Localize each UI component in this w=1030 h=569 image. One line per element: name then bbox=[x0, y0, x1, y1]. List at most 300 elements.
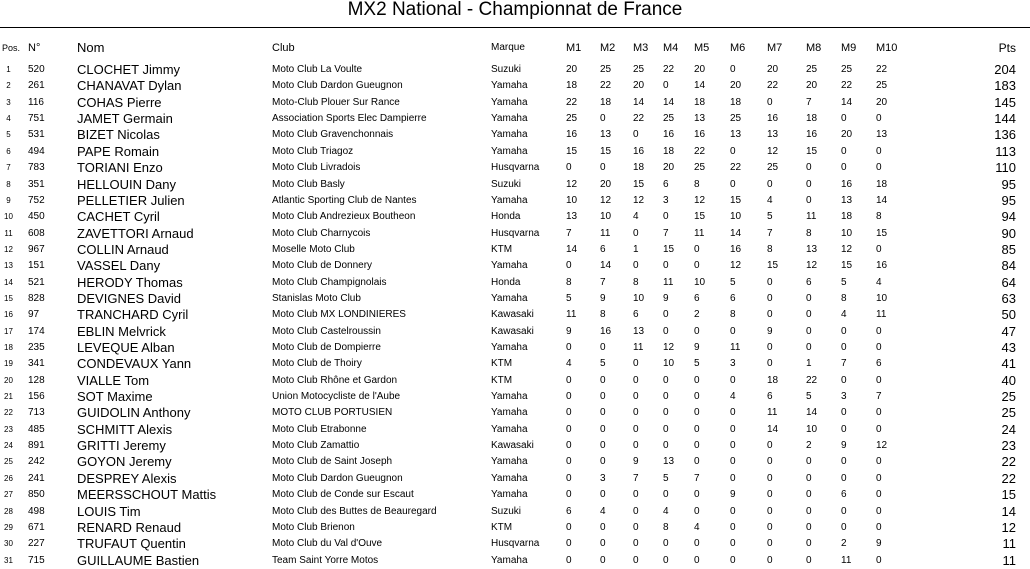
cell-m2: 14 bbox=[600, 260, 612, 272]
cell-points: 14 bbox=[1001, 503, 1016, 519]
cell-m5: 0 bbox=[694, 374, 700, 386]
cell-number: 485 bbox=[28, 423, 45, 435]
cell-pos: 1 bbox=[6, 65, 11, 74]
cell-marque: KTM bbox=[491, 243, 513, 255]
cell-m9: 0 bbox=[841, 407, 847, 419]
cell-m6: 6 bbox=[730, 292, 736, 304]
cell-m5: 16 bbox=[694, 129, 706, 141]
cell-name: TORIANI Enzo bbox=[77, 160, 163, 176]
cell-club: Moto Club La Voulte bbox=[272, 64, 363, 75]
cell-number: 608 bbox=[28, 227, 45, 239]
cell-name: RENARD Renaud bbox=[77, 519, 182, 535]
cell-m9: 0 bbox=[841, 162, 847, 174]
cell-club: Moto Club de Donnery bbox=[272, 260, 373, 272]
cell-m9: 18 bbox=[841, 211, 853, 223]
cell-m10: 10 bbox=[876, 292, 888, 304]
cell-name: GUIDOLIN Anthony bbox=[77, 405, 191, 421]
cell-marque: Yamaha bbox=[491, 456, 528, 468]
cell-name: PAPE Romain bbox=[77, 143, 160, 159]
cell-m9: 12 bbox=[841, 243, 853, 255]
cell-m10: 0 bbox=[876, 162, 882, 174]
cell-m7: 0 bbox=[767, 309, 773, 321]
table-row bbox=[0, 209, 1030, 225]
cell-points: 41 bbox=[1001, 356, 1016, 372]
table-row bbox=[0, 95, 1030, 111]
cell-m9: 0 bbox=[841, 521, 847, 533]
cell-m9: 9 bbox=[841, 440, 847, 452]
cell-club: Moto Club Champignolais bbox=[272, 276, 387, 288]
table-row bbox=[0, 405, 1030, 421]
cell-m4: 11 bbox=[663, 276, 674, 288]
cell-club: Stanislas Moto Club bbox=[272, 292, 361, 304]
cell-m5: 12 bbox=[694, 194, 706, 206]
cell-marque: KTM bbox=[491, 374, 513, 386]
cell-m8: 6 bbox=[806, 276, 812, 288]
cell-pos: 15 bbox=[4, 293, 13, 303]
cell-m7: 12 bbox=[767, 145, 779, 157]
cell-m9: 0 bbox=[841, 423, 847, 435]
cell-m6: 4 bbox=[730, 391, 736, 402]
cell-m1: 0 bbox=[566, 260, 572, 272]
cell-m6: 0 bbox=[730, 407, 736, 419]
cell-m7: 0 bbox=[767, 96, 773, 108]
cell-m8: 1 bbox=[806, 358, 812, 370]
cell-m1: 0 bbox=[566, 538, 572, 550]
cell-name: CONDEVAUX Yann bbox=[77, 356, 192, 372]
cell-m8: 13 bbox=[806, 243, 818, 255]
cell-pos: 14 bbox=[4, 277, 13, 287]
cell-m9: 0 bbox=[841, 505, 847, 517]
cell-name: GUILLAUME Bastien bbox=[77, 552, 200, 568]
cell-pos: 9 bbox=[6, 195, 11, 205]
cell-m7: 0 bbox=[767, 554, 773, 566]
cell-name: HERODY Thomas bbox=[77, 274, 183, 290]
cell-m10: 0 bbox=[876, 423, 882, 435]
cell-m4: 10 bbox=[663, 358, 675, 370]
cell-m7: 0 bbox=[767, 456, 773, 468]
cell-m1: 25 bbox=[566, 113, 578, 125]
cell-club: Moto Club Zamattio bbox=[272, 440, 360, 452]
cell-club: Moselle Moto Club bbox=[272, 243, 355, 255]
cell-m1: 11 bbox=[566, 309, 577, 321]
cell-m6: 16 bbox=[730, 243, 742, 255]
header-marque: Marque bbox=[491, 42, 525, 53]
cell-m2: 3 bbox=[600, 472, 606, 484]
cell-points: 43 bbox=[1001, 340, 1016, 355]
cell-number: 671 bbox=[28, 521, 45, 533]
cell-m7: 22 bbox=[767, 80, 779, 92]
title-divider bbox=[0, 27, 1030, 28]
cell-m10: 14 bbox=[876, 194, 888, 206]
cell-marque: Yamaha bbox=[491, 113, 528, 125]
cell-m1: 13 bbox=[566, 211, 578, 223]
cell-m3: 0 bbox=[633, 391, 639, 402]
cell-m7: 9 bbox=[767, 325, 773, 337]
header-pos: Pos. bbox=[1, 43, 20, 53]
cell-m3: 0 bbox=[633, 554, 639, 566]
page-title: MX2 National - Championnat de France bbox=[347, 0, 683, 20]
cell-m7: 0 bbox=[767, 276, 773, 288]
cell-points: 25 bbox=[1001, 389, 1016, 404]
cell-points: 23 bbox=[1001, 438, 1016, 454]
cell-m8: 0 bbox=[806, 178, 812, 190]
cell-m4: 22 bbox=[663, 64, 675, 75]
cell-m9: 15 bbox=[841, 260, 853, 272]
cell-m4: 18 bbox=[663, 145, 675, 157]
cell-m5: 22 bbox=[694, 145, 706, 157]
cell-club: Moto Club Castelroussin bbox=[272, 325, 381, 337]
cell-pos: 27 bbox=[4, 490, 13, 500]
cell-number: 261 bbox=[28, 80, 45, 92]
cell-m10: 0 bbox=[876, 145, 882, 157]
cell-m8: 0 bbox=[806, 489, 812, 501]
cell-m10: 0 bbox=[876, 243, 882, 255]
cell-m6: 0 bbox=[730, 64, 736, 75]
table-row bbox=[0, 177, 1030, 193]
cell-m10: 11 bbox=[876, 309, 887, 321]
cell-name: HELLOUIN Dany bbox=[77, 176, 176, 192]
cell-points: 11 bbox=[1002, 536, 1016, 552]
cell-m6: 5 bbox=[730, 276, 736, 288]
cell-points: 22 bbox=[1001, 454, 1016, 470]
cell-m9: 0 bbox=[841, 342, 847, 353]
cell-pos: 23 bbox=[4, 424, 13, 434]
cell-m10: 0 bbox=[876, 472, 882, 484]
cell-number: 235 bbox=[28, 342, 45, 353]
table-row bbox=[0, 226, 1030, 242]
header-m4: M4 bbox=[663, 42, 679, 54]
cell-pos: 16 bbox=[4, 310, 13, 320]
cell-m9: 13 bbox=[841, 194, 853, 206]
table-row bbox=[0, 62, 1030, 78]
cell-m7: 20 bbox=[767, 64, 779, 75]
cell-m10: 18 bbox=[876, 178, 888, 190]
cell-points: 85 bbox=[1001, 241, 1016, 257]
cell-m3: 13 bbox=[633, 325, 645, 337]
cell-number: 531 bbox=[28, 129, 45, 141]
cell-points: 63 bbox=[1001, 290, 1016, 306]
cell-m10: 25 bbox=[876, 80, 888, 92]
cell-number: 498 bbox=[28, 505, 45, 517]
cell-m1: 5 bbox=[566, 292, 572, 304]
cell-marque: Suzuki bbox=[491, 505, 522, 517]
table-row bbox=[0, 438, 1030, 454]
cell-m8: 16 bbox=[806, 129, 818, 141]
cell-pos: 18 bbox=[4, 343, 13, 352]
cell-m6: 25 bbox=[730, 113, 742, 125]
cell-number: 241 bbox=[28, 472, 45, 484]
cell-m8: 0 bbox=[806, 325, 812, 337]
cell-m4: 0 bbox=[663, 423, 669, 435]
cell-name: BIZET Nicolas bbox=[77, 127, 160, 143]
cell-club: Moto Club Rhône et Gardon bbox=[272, 374, 398, 386]
cell-m10: 22 bbox=[876, 64, 888, 75]
cell-m10: 0 bbox=[876, 505, 882, 517]
table-row bbox=[0, 504, 1030, 520]
table-row bbox=[0, 520, 1030, 536]
cell-number: 227 bbox=[28, 538, 45, 550]
cell-points: 113 bbox=[995, 143, 1016, 159]
cell-number: 174 bbox=[28, 325, 45, 337]
table-header bbox=[0, 40, 1030, 56]
cell-m6: 18 bbox=[730, 96, 742, 108]
cell-m9: 0 bbox=[841, 374, 847, 386]
table-row bbox=[0, 471, 1030, 487]
cell-marque: Yamaha bbox=[491, 342, 528, 353]
cell-m3: 20 bbox=[633, 80, 645, 92]
cell-m8: 22 bbox=[806, 374, 818, 386]
header-m7: M7 bbox=[767, 42, 783, 54]
cell-m2: 4 bbox=[600, 505, 606, 517]
cell-m1: 8 bbox=[566, 276, 572, 288]
cell-m5: 0 bbox=[694, 243, 700, 255]
cell-number: 341 bbox=[28, 358, 45, 370]
cell-m1: 18 bbox=[566, 80, 578, 92]
cell-m3: 0 bbox=[633, 129, 639, 141]
cell-m10: 0 bbox=[876, 489, 882, 501]
cell-m5: 7 bbox=[694, 472, 700, 484]
cell-pos: 20 bbox=[4, 375, 13, 385]
cell-m2: 25 bbox=[600, 64, 612, 75]
cell-points: 50 bbox=[1001, 307, 1016, 323]
cell-number: 520 bbox=[28, 64, 45, 75]
cell-m1: 0 bbox=[566, 342, 572, 353]
cell-name: LOUIS Tim bbox=[77, 503, 141, 519]
cell-points: 12 bbox=[1001, 519, 1016, 535]
cell-name: VIALLE Tom bbox=[77, 372, 150, 388]
cell-pos: 5 bbox=[6, 130, 11, 140]
cell-m4: 0 bbox=[663, 260, 669, 272]
cell-number: 116 bbox=[28, 96, 44, 108]
cell-m8: 11 bbox=[806, 211, 817, 223]
cell-m1: 7 bbox=[566, 227, 572, 239]
cell-marque: Yamaha bbox=[491, 80, 528, 92]
cell-m5: 0 bbox=[694, 554, 700, 566]
cell-m9: 8 bbox=[841, 292, 847, 304]
cell-m7: 7 bbox=[767, 227, 773, 239]
cell-m5: 8 bbox=[694, 178, 700, 190]
cell-points: 94 bbox=[1001, 209, 1016, 225]
cell-points: 183 bbox=[994, 78, 1016, 94]
cell-m8: 8 bbox=[806, 227, 812, 239]
cell-m5: 0 bbox=[694, 456, 700, 468]
cell-m6: 0 bbox=[730, 145, 736, 157]
cell-number: 967 bbox=[28, 243, 45, 255]
table-row bbox=[0, 193, 1030, 209]
table-row bbox=[0, 111, 1030, 127]
table-row bbox=[0, 340, 1030, 356]
cell-m1: 14 bbox=[566, 243, 578, 255]
cell-m1: 0 bbox=[566, 472, 572, 484]
cell-name: SCHMITT Alexis bbox=[77, 421, 173, 437]
cell-club: Moto Club MX LONDINIERES bbox=[272, 309, 406, 321]
table-row bbox=[0, 144, 1030, 160]
cell-club: Moto Club du Val d'Ouve bbox=[272, 538, 383, 550]
cell-m1: 20 bbox=[566, 64, 578, 75]
cell-marque: Yamaha bbox=[491, 145, 528, 157]
cell-marque: Kawasaki bbox=[491, 440, 534, 452]
cell-name: PELLETIER Julien bbox=[77, 192, 185, 208]
header-m1: M1 bbox=[566, 42, 582, 54]
cell-m10: 4 bbox=[876, 276, 882, 288]
table-row bbox=[0, 324, 1030, 340]
cell-m2: 0 bbox=[600, 162, 606, 174]
cell-m7: 15 bbox=[767, 260, 779, 272]
cell-m4: 0 bbox=[663, 407, 669, 419]
table-row bbox=[0, 536, 1030, 552]
cell-m7: 0 bbox=[767, 358, 773, 370]
cell-m10: 0 bbox=[876, 325, 882, 337]
cell-pos: 22 bbox=[4, 408, 13, 418]
cell-points: 136 bbox=[994, 127, 1016, 143]
cell-name: CHANAVAT Dylan bbox=[77, 78, 182, 94]
cell-number: 828 bbox=[28, 292, 45, 304]
cell-m2: 0 bbox=[600, 538, 606, 550]
cell-m5: 0 bbox=[694, 423, 700, 435]
header-points: Pts bbox=[998, 41, 1016, 55]
cell-m2: 22 bbox=[600, 80, 612, 92]
table-row bbox=[0, 389, 1030, 405]
cell-m6: 8 bbox=[730, 309, 736, 321]
table-row bbox=[0, 356, 1030, 372]
cell-marque: Yamaha bbox=[491, 554, 528, 566]
table-row bbox=[0, 127, 1030, 143]
cell-m10: 12 bbox=[876, 440, 888, 452]
cell-m1: 0 bbox=[566, 391, 572, 402]
cell-m2: 8 bbox=[600, 309, 606, 321]
cell-m1: 6 bbox=[566, 505, 572, 517]
cell-club: Moto Club Basly bbox=[272, 178, 345, 190]
cell-marque: Honda bbox=[491, 211, 521, 223]
cell-m10: 0 bbox=[876, 407, 882, 419]
cell-marque: Yamaha bbox=[491, 391, 528, 402]
cell-m1: 4 bbox=[566, 358, 572, 370]
cell-name: CLOCHET Jimmy bbox=[77, 62, 181, 77]
cell-m7: 0 bbox=[767, 521, 773, 533]
cell-m8: 0 bbox=[806, 309, 812, 321]
cell-m10: 16 bbox=[876, 260, 888, 272]
cell-m6: 14 bbox=[730, 227, 742, 239]
cell-m1: 0 bbox=[566, 521, 572, 533]
cell-m7: 13 bbox=[767, 129, 779, 141]
cell-m4: 3 bbox=[663, 194, 669, 206]
cell-m3: 0 bbox=[633, 538, 639, 550]
cell-m8: 0 bbox=[806, 505, 812, 517]
cell-m1: 0 bbox=[566, 374, 572, 386]
cell-name: GRITTI Jeremy bbox=[77, 438, 166, 454]
cell-m7: 18 bbox=[767, 374, 779, 386]
cell-marque: Husqvarna bbox=[491, 227, 540, 239]
cell-m9: 16 bbox=[841, 178, 853, 190]
cell-marque: Honda bbox=[491, 276, 521, 288]
cell-m8: 0 bbox=[806, 292, 812, 304]
cell-club: Moto Club Gravenchonnais bbox=[272, 129, 394, 141]
cell-m3: 10 bbox=[633, 292, 645, 304]
cell-m8: 0 bbox=[806, 456, 812, 468]
cell-m5: 2 bbox=[694, 309, 700, 321]
cell-pos: 26 bbox=[4, 473, 13, 483]
cell-club: Moto Club Etrabonne bbox=[272, 423, 367, 435]
cell-m3: 25 bbox=[633, 64, 645, 75]
cell-m6: 12 bbox=[730, 260, 742, 272]
cell-pos: 24 bbox=[4, 441, 13, 451]
cell-m6: 0 bbox=[730, 505, 736, 517]
cell-marque: KTM bbox=[491, 358, 513, 370]
cell-m8: 14 bbox=[806, 407, 818, 419]
cell-m1: 0 bbox=[566, 554, 572, 566]
header-m8: M8 bbox=[806, 42, 822, 54]
cell-m4: 0 bbox=[663, 325, 669, 337]
cell-points: 64 bbox=[1001, 274, 1016, 290]
cell-points: 144 bbox=[994, 111, 1016, 127]
cell-m9: 0 bbox=[841, 325, 847, 337]
cell-m3: 9 bbox=[633, 456, 639, 468]
cell-m7: 0 bbox=[767, 538, 773, 550]
cell-club: Union Motocycliste de l'Aube bbox=[272, 391, 401, 402]
cell-m3: 0 bbox=[633, 407, 639, 419]
cell-m4: 20 bbox=[663, 162, 675, 174]
cell-pos: 2 bbox=[6, 81, 11, 91]
cell-m1: 0 bbox=[566, 456, 572, 468]
cell-m7: 11 bbox=[767, 407, 778, 419]
cell-points: 22 bbox=[1001, 470, 1016, 486]
cell-club: Team Saint Yorre Motos bbox=[272, 554, 379, 566]
cell-m10: 9 bbox=[876, 538, 882, 550]
cell-number: 242 bbox=[28, 456, 45, 468]
cell-m7: 0 bbox=[767, 178, 773, 190]
header-club: Club bbox=[272, 42, 295, 54]
cell-club: Moto Club de Thoiry bbox=[272, 358, 362, 370]
cell-m3: 1 bbox=[633, 243, 639, 255]
cell-marque: Yamaha bbox=[491, 472, 528, 484]
cell-points: 95 bbox=[1001, 176, 1016, 192]
cell-number: 751 bbox=[28, 113, 45, 125]
cell-m7: 0 bbox=[767, 292, 773, 304]
cell-name: TRUFAUT Quentin bbox=[77, 536, 186, 552]
table-row bbox=[0, 160, 1030, 176]
cell-pos: 29 bbox=[4, 522, 13, 532]
cell-number: 715 bbox=[28, 554, 45, 566]
cell-marque: Husqvarna bbox=[491, 538, 540, 550]
cell-m4: 0 bbox=[663, 309, 669, 321]
cell-m6: 0 bbox=[730, 456, 736, 468]
cell-m3: 15 bbox=[633, 178, 645, 190]
cell-m4: 4 bbox=[663, 505, 669, 517]
cell-marque: Yamaha bbox=[491, 423, 528, 435]
cell-m2: 11 bbox=[600, 227, 611, 239]
cell-m3: 22 bbox=[633, 113, 645, 125]
cell-m1: 0 bbox=[566, 489, 572, 501]
cell-m2: 18 bbox=[600, 96, 612, 108]
cell-m6: 0 bbox=[730, 374, 736, 386]
cell-m10: 6 bbox=[876, 358, 882, 370]
cell-pos: 10 bbox=[4, 212, 13, 222]
cell-m2: 0 bbox=[600, 407, 606, 419]
cell-m7: 0 bbox=[767, 472, 773, 484]
cell-m7: 0 bbox=[767, 505, 773, 517]
table-row bbox=[0, 258, 1030, 274]
cell-name: EBLIN Melvrick bbox=[77, 323, 166, 339]
cell-m6: 0 bbox=[730, 325, 736, 337]
cell-m7: 5 bbox=[767, 211, 773, 223]
cell-m9: 4 bbox=[841, 309, 847, 321]
cell-m8: 0 bbox=[806, 342, 812, 353]
cell-m2: 16 bbox=[600, 325, 612, 337]
header-m5: M5 bbox=[694, 42, 710, 54]
cell-m3: 8 bbox=[633, 276, 639, 288]
cell-points: 25 bbox=[1001, 405, 1016, 421]
cell-number: 713 bbox=[28, 407, 45, 419]
